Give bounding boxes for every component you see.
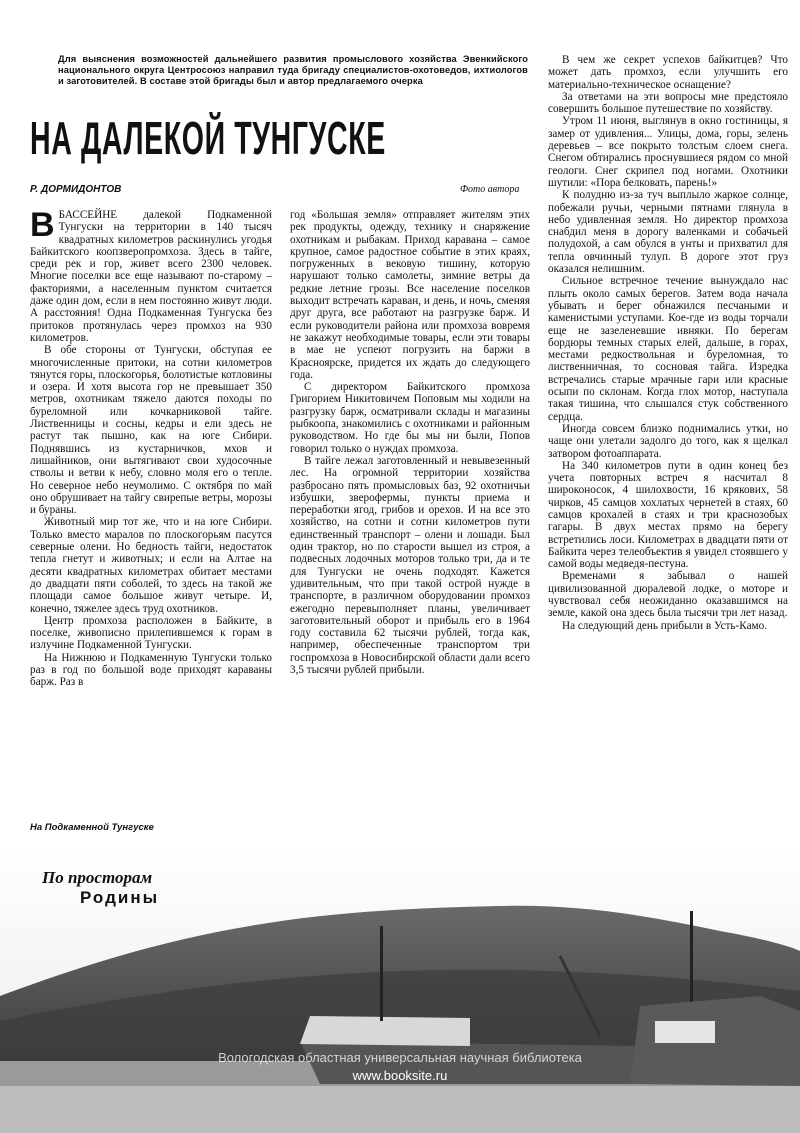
author-name: Р. ДОРМИДОНТОВ [30, 184, 122, 195]
watermark-url: www.booksite.ru [352, 1068, 448, 1083]
rubric-line-2: Родины [80, 888, 160, 907]
paragraph: К полудню из-за туч выплыло жаркое солнце, побежали ручьи, черными пятнами глянула в небо удивленная земля. Но директор промхоза снабдил меня в дорогу валенками и собачьей полудохой, а сам обулся в унты и прихватил для тепла овчинный тулуп. В дороге этот груз оказался нелишним. [548, 189, 788, 276]
paragraph: На следующий день прибыли в Усть-Камо. [562, 619, 768, 632]
rubric-line-1: По просторам [42, 868, 153, 887]
article-column-3 [548, 54, 788, 632]
paragraph: В чем же секрет успехов байкитцев? Что может дать промхоз, если улучшить его материально-техническое оснащение? [548, 54, 788, 91]
paragraph: Иногда совсем близко поднимались утки, но чаще они улетали задолго до того, как я щелкал затвором фотоаппарата. [548, 422, 788, 460]
paragraph: Временами я забывал о нашей цивилизованной дюралевой лодке, о моторе и чувствовал себя неожиданно оказавшимся на земле, какой она здесь была тысячи три лет назад. [548, 570, 788, 620]
paragraph: Утром 11 июня, выглянув в окно гостиницы, я замер от удивления... Улицы, дома, горы, зелень деревьев – все покрыто толстым слоем снега. Снегом обтирались проснувшиеся рядом со мной геологи. Снег скрипел под ногами. Охотники шутили: «Пора белковать, парень!» [548, 115, 788, 189]
paragraph: Животный мир тот же, что и на юге Сибири. Только вместо маралов по плоскогорьям пасутся северные олени. Но бедность тайги, недостаток тепла гнетут и животных; и если на Алтае на десяти квадратных километрах обитает местами до двадцати пяти соболей, то здесь на такой же площади самое большое живут четыре. И, конечно, тяжелее здесь труд охотников. [30, 516, 272, 615]
paragraph: Центр промхоза расположен в Байките, в поселке, живописно прилепившемся к горам в излучине Подкаменной Тунгуски. [30, 614, 272, 652]
watermark-library: Вологодская областная универсальная научная библиотека [218, 1050, 582, 1065]
paragraph: За ответами на эти вопросы мне предстояло совершить большое путешествие по хозяйству. [548, 90, 788, 116]
article-column-2 [290, 209, 530, 676]
paragraph: С директором Байкитского промхоза Григорием Никитовичем Поповым мы ходили на разгрузку барж, осматривали склады и магазины рыбкоопа, знакомились с охотниками и районным руководством. Но где бы мы ни были, Попов говорил только о нуждах промхоза. [290, 381, 530, 455]
drop-cap: В [30, 206, 55, 244]
paragraph: год «Большая земля» отправляет жителям этих рек продукты, одежду, технику и снаряжение охотникам и рыбакам. Приход каравана – самое крупное, самое радостное событие в этих краях, погруженных в вековую тишину, которую нарушают только самолеты, зимние ветры да редкие летние грозы. Все население поселков выходит встречать караван, и день, и ночь, сменяя друг друга, все работают на разгрузке барж. И если руководители района или промхоза вовремя не закажут необходимые товары, если эти товары в мае не успеют погрузить на баржи в Красноярске, придется их ждать до следующего года. [290, 209, 530, 381]
photo-credit: Фото автора [460, 184, 520, 195]
paragraph: ВБАССЕЙНЕ далекой Подкаменной Тунгуски на территории в 140 тысяч квадратных километров раскинулись угодья Байкитского коопзверопромхоза. Здесь в тайге, среди рек и гор, живет всего 2300 человек. Многие поселки все еще называют по-старому – факториями, а населенным пунктом считается даже один дом, если в нем постоянно живут люди. А расстояния! Одна Подкаменная Тунгуска без притоков протянулась через промхоз на 930 километров. [30, 206, 272, 344]
paragraph: На 340 километров пути в один конец без учета повторных встреч я насчитал 8 широконосок, 4 шилохвости, 16 крякових, 58 чирков, 45 самцов хохлатых чернетей в стаях, 60 самцов крохалей в стаях и три краснозобых гагары. В двух местах прямо на берегу встретились лоси. Километрах в двадцати пяти от Байкита через телеобъектив я увидел стоявшего у самой воды медведя-пестуна. [548, 459, 788, 571]
photo-caption: На Подкаменной Тунгуске [30, 822, 154, 833]
article-column-1 [30, 206, 272, 689]
paragraph: Сильное встречное течение вынуждало нас плыть около самых берегов. Затем вода начала убывать и берег обнажился песчаными и каменистыми уступами. Кое-где из воды торчали еще не зазеленевшие ивняки. По берегам бордюры темных старых елей, дальше, в горах, местами редкоствольная и буреломная, то лиственничная, то сосновая тайга. Изредка встречались старые мрачные гари или красные осыпи по склонам. Когда глох мотор, наступала такая тишина, что слышался стук собственного сердца. [548, 275, 788, 423]
paragraph: На Нижнюю и Подкаменную Тунгуски только раз в год по большой воде приходят караваны барж. Раз в [30, 651, 272, 689]
article-title: НА ДАЛЕКОЙ ТУНГУСКЕ [30, 112, 386, 164]
paragraph: В тайге лежал заготовленный и невывезенный лес. На огромной территории хозяйства разбросано пять промысловых баз, 92 охотничьи избушки, зверофермы, пункты приема и переработки ягод, грибов и орехов. И на все это хозяйство, на сотни и сотни километров пути единственный транспорт – олени и лошади. Был один трактор, но по старости вышел из строя, а подвесных лодочных моторов только три, да и те для Тунгуски не очень подходят. Кажется удивительным, что при такой острой нужде в транспорте, в различном оборудовании промхоз ежегодно перевыполняет планы, увеличивает заготовительный оборот и прибыль его в 1964 году составила 62 тысячи рублей, тогда как, например, обеспеченные транспортом три госпромхоза в Новосибирской области дали всего 3,5 тысячи рублей прибыли. [290, 454, 530, 676]
paragraph: В обе стороны от Тунгуски, обступая ее многочисленные притоки, на сотни километров тянутся горы, плоскогорья, болотистые котловины и озера. И хотя высота гор не превышает 350 метров, охотникам тяжело даются походы по буреломной или кочкарниковой тайге. Лиственницы и сосны, кедры и ели здесь не растут так пышно, как на юге Сибири. Поднявшись из кустарничков, мхов и лишайников, они вытягивают свои худосочные стволы и ветви к небу, словно моля его о тепле. Но северное небо неумолимо. С октября по май оно обрушивает на тайгу свирепые ветры, морозы и бураны. [30, 344, 272, 517]
intro-text: Для выяснения возможностей дальнейшего развития промыслового хозяйства Эвенкийского национального округа Центросоюз направил туда бригаду специалистов-охотоведов, ихтиологов и заготовителей. В составе этой бригады был и автор предлагаемого очерка [58, 54, 528, 86]
